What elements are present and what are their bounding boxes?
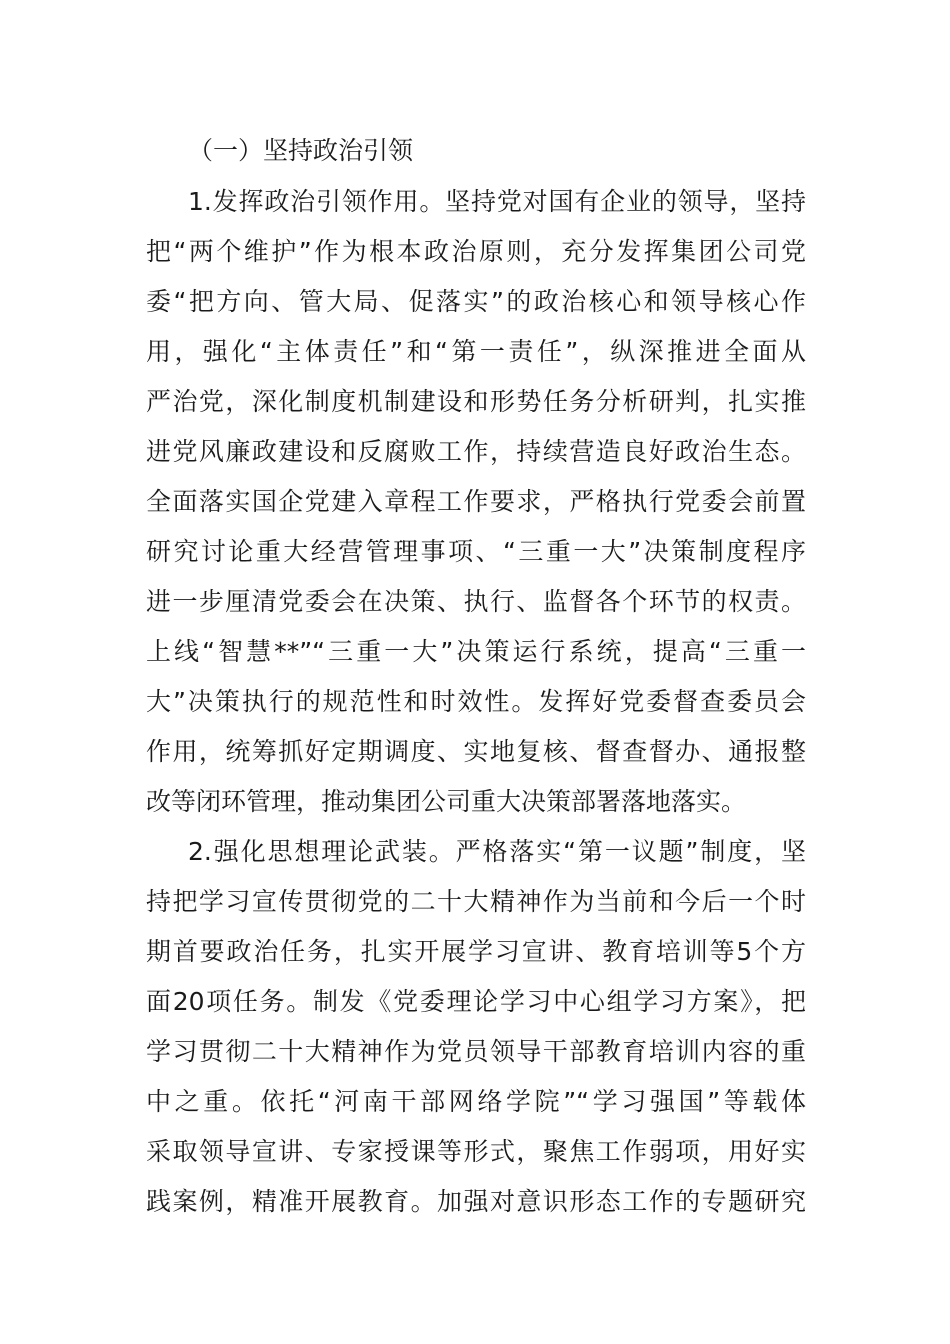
paragraph-1-line: 把“两个维护”作为根本政治原则，充分发挥集团公司党 (146, 237, 806, 266)
paragraph-1-line: 改等闭环管理，推动集团公司重大决策部署落地落实。 (146, 787, 747, 816)
paragraph-1-line: 研究讨论重大经营管理事项、“三重一大”决策制度程序 (146, 537, 806, 566)
paragraph-2-line: 采取领导宣讲、专家授课等形式，聚焦工作弱项，用好实 (146, 1137, 806, 1166)
paragraph-1-line: 严治党，深化制度机制建设和形势任务分析研判，扎实推 (146, 387, 806, 416)
paragraph-2-line: 期首要政治任务，扎实开展学习宣讲、教育培训等5个方 (146, 937, 806, 966)
paragraph-1-line: 上线“智慧**”“三重一大”决策运行系统，提高“三重一 (146, 637, 806, 666)
paragraph-1-line: 作用，统筹抓好定期调度、实地复核、督查督办、通报整 (146, 737, 806, 766)
paragraph-2-line: 中之重。依托“河南干部网络学院”“学习强国”等载体 (146, 1087, 806, 1116)
paragraph-2-line: 持把学习宣传贯彻党的二十大精神作为当前和今后一个时 (146, 887, 806, 916)
paragraph-2-line: 践案例，精准开展教育。加强对意识形态工作的专题研究 (146, 1187, 806, 1216)
paragraph-2-line: 2.强化思想理论武装。严格落实“第一议题”制度，坚 (188, 837, 806, 866)
paragraph-1-line: 进一步厘清党委会在决策、执行、监督各个环节的权责。 (146, 587, 806, 616)
section-heading: （一）坚持政治引领 (188, 136, 414, 165)
paragraph-1-line: 进党风廉政建设和反腐败工作，持续营造良好政治生态。 (146, 437, 806, 466)
paragraph-1-line: 委“把方向、管大局、促落实”的政治核心和领导核心作 (146, 287, 806, 316)
paragraph-1-line: 1.发挥政治引领作用。坚持党对国有企业的领导，坚持 (188, 187, 806, 216)
paragraph-1-line: 全面落实国企党建入章程工作要求，严格执行党委会前置 (146, 487, 806, 516)
paragraph-1-line: 大”决策执行的规范性和时效性。发挥好党委督查委员会 (146, 687, 806, 716)
paragraph-2-line: 面20项任务。制发《党委理论学习中心组学习方案》，把 (146, 987, 806, 1016)
paragraph-2-line: 学习贯彻二十大精神作为党员领导干部教育培训内容的重 (146, 1037, 806, 1066)
paragraph-1-line: 用，强化“主体责任”和“第一责任”，纵深推进全面从 (146, 337, 806, 366)
